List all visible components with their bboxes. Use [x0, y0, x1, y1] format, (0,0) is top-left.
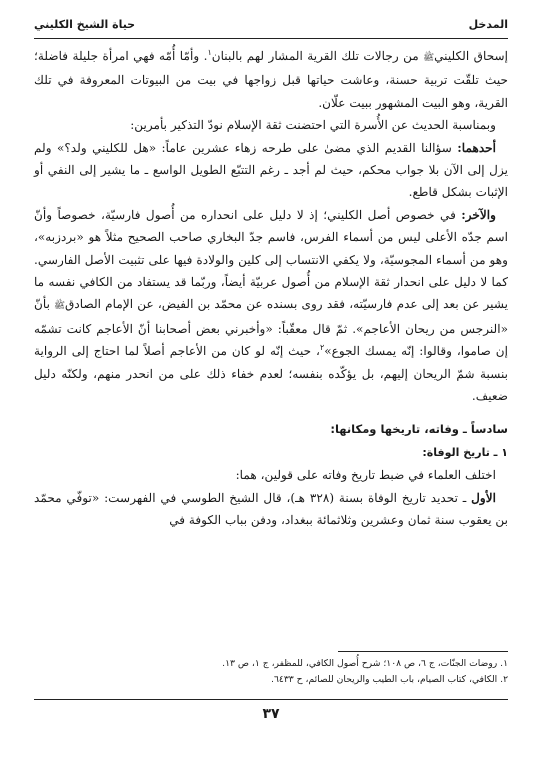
main-text	[34, 45, 508, 532]
honorific-glyph: ﷺ	[423, 53, 435, 63]
paragraph-family	[34, 45, 508, 114]
footnotes	[34, 656, 508, 688]
text-segment: من رجالات تلك القرية المشار لهم بالبنان	[211, 49, 424, 63]
footnote-marker[interactable]: ٢	[319, 343, 325, 353]
honorific-glyph: ﷺ	[54, 301, 65, 312]
footnote-2: ٢. الكافي، كتاب الصيام، باب الطيب والريحان للصائم، ح ٦٤٣٣.	[271, 674, 508, 685]
text-segment: . وأمّا أُمّه فهي امرأة جليلة فاضلة؛ حيث تلقّت تربية حسنة، وعاشت حياتها قبل زواجها في بيت من البيوتات المعروفة في تلك القرية، وهو البيت المشهور ببيت علّان.	[34, 49, 508, 110]
footnote-1: ١. روضات الجنّات، ج ٦، ص ١٠٨؛ شرح أُصول الكافي، للمظفر، ج ١، ص ١٣.	[222, 658, 508, 669]
text-segment: في خصوص أصل الكليني؛ إذ لا دليل على انحداره من أُصول فارسيّة، خصوصاً وأنّ اسم جدّه الأعلى ليس من أسماء الفرس، فاسم جدّ البخاري صاحب الصحيح مثلاً هو «بردزبه»، وهو من أسماء المجوسيّة، ولا يكفي الانتساب إلى كلين والولادة فيها على تثبيت الأصل الفارسي. كما لا دليل على انحدار ثقة الإسلام من أُصول عربيّة أيضاً، وربّما قد يستفاد من الكافي نفسه ما يشير عن بعد إلى عدم فارسيّته، فقد روى بسنده عن محمّد بن الفيض، عن الإمام الصادق	[34, 207, 508, 312]
paragraph-first-opinion	[34, 487, 508, 532]
header-divider	[34, 38, 508, 39]
text-segment: ـ تحديد تاريخ الوفاة بسنة (٣٢٨ هـ)، قال الشيخ الطوسي في الفهرست: «توفّي محمّد بن يعقوب سنة ثمان وعشرين وثلاثمائة ببغداد، ودفن بباب الكوفة في	[34, 490, 508, 528]
running-header	[34, 18, 508, 36]
text-segment: إسحاق الكليني	[434, 49, 508, 63]
footnote-divider	[338, 651, 508, 652]
header-section-name: المدخل	[468, 18, 508, 31]
point-label: الأول	[471, 490, 496, 505]
paragraph-first-point	[34, 137, 508, 204]
point-label: والآخر:	[461, 207, 496, 222]
text-segment: سؤالنا القديم الذي مضىٰ على طرحه زهاء عشرين عاماً: «هل للكليني ولد؟» ولم يزل إلى الآن بلا جواب محكم، حيث لم أجد ـ رغم التتبّع الطويل الواسع ـ ما يشير إلى النفي أو الإثبات بشكل قاطع.	[34, 140, 508, 200]
subsection-heading: ١ ـ تاريخ الوفاة:	[422, 445, 508, 459]
text-segment: بأنّ «النرجس من ريحان الأعاجم». ثمّ قال معقّباً: «وأخبرني بعض أصحابنا أنّ الأعاجم كانت تشمّه إن صاموا، وقالوا: إنّه يمسك الجوع»	[34, 297, 508, 359]
page-number: ٣٧	[262, 706, 280, 722]
point-label: أحدهما:	[457, 140, 496, 155]
text-segment: ، حيث إنّه لو كان من الأعاجم أصلاً لما احتاج إلى الرواية بنسبة شمّ الريحان إليهم، بل يؤكّده بنفسه؛ لعدم خفاء ذلك على من انحدر منهم، ولكنّه دليل ضعيف.	[34, 344, 508, 404]
header-book-title: حياة الشيخ الكليني	[34, 18, 136, 31]
footnote-marker[interactable]: ١	[207, 47, 212, 57]
paragraph-intro: وبمناسبة الحديث عن الأُسرة التي احتضنت ثقة الإسلام نودّ التذكير بأمرين:	[130, 118, 496, 133]
footer-divider	[34, 699, 508, 700]
section-heading: سادساً ـ وفاته، تاريخها ومكانها:	[330, 421, 508, 436]
paragraph-second-point	[34, 204, 508, 408]
paragraph-opinions: اختلف العلماء في ضبط تاريخ وفاته على قولين، هما:	[235, 468, 496, 483]
